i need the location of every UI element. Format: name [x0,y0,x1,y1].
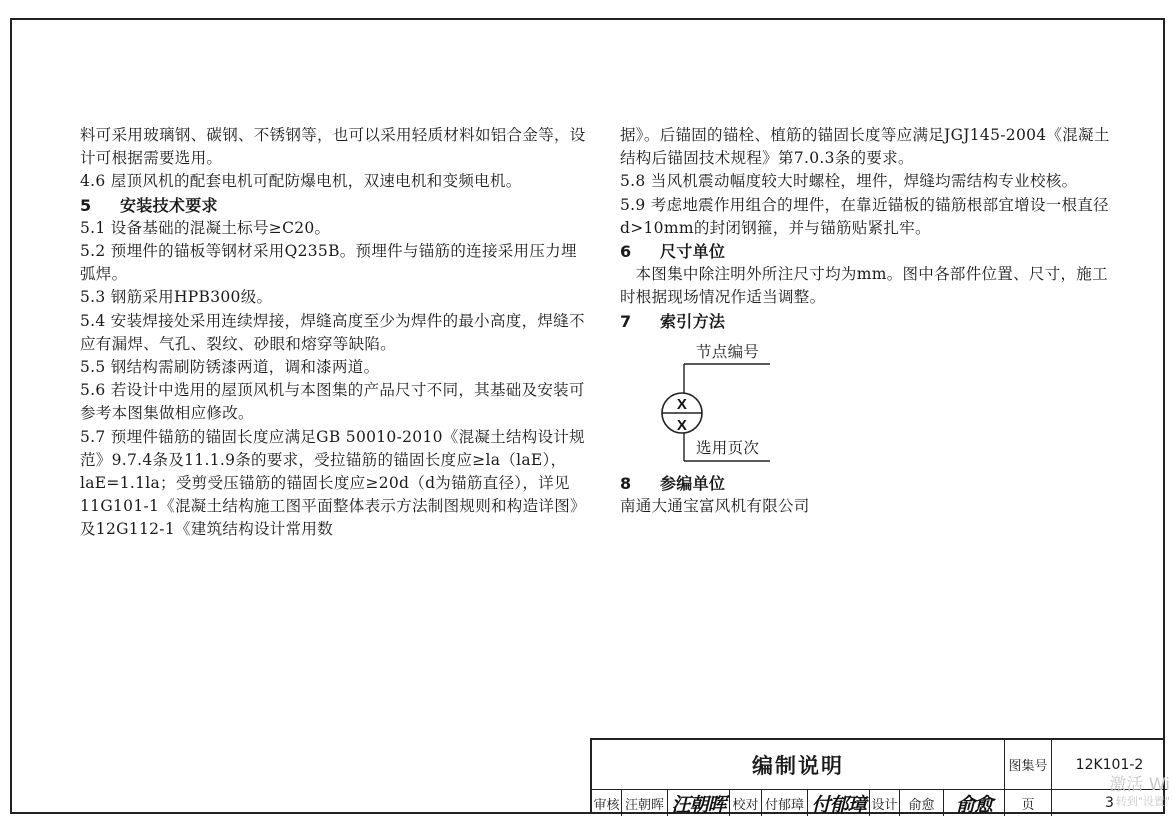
index-method-diagram [620,337,920,462]
page-number: 3 [1105,795,1114,811]
right-text-column [620,124,1110,518]
right-column-bottom [620,472,1110,518]
section-heading [620,472,1110,495]
section-heading [620,240,1110,263]
node-number-label: 节点编号 [696,342,760,361]
reviewer-signature: 汪朝晖 [668,790,730,816]
page-label: 页 [1005,790,1052,816]
designer-signature: 俞愈 [944,790,1005,816]
paragraph: 5.6 若设计中选用的屋顶风机与本图集的产品尺寸不同，其基础及安装可参考本图集做相应修改。 [80,381,585,423]
left-text-column [80,124,590,542]
atlas-number-label: 图集号 [1005,740,1052,790]
paragraph: 5.5 钢结构需刷防锈漆两道，调和漆两道。 [80,358,380,377]
paragraph: 据》。后锚固的锚栓、植筋的锚固长度等应满足JGJ145-2004《混凝土结构后锚固技术规程》第7.0.3条的要求。 [620,126,1110,168]
paragraph: 5.2 预埋件的锚板等钢材采用Q235B。预埋件与锚筋的连接采用压力埋弧焊。 [80,242,577,284]
section-title: 尺寸单位 [660,242,726,262]
section-heading [80,194,590,217]
design-label: 设计 [870,790,900,816]
designer-name: 俞愈 [900,790,944,816]
page-reference-label: 选用页次 [696,438,760,457]
section-title: 安装技术要求 [120,195,218,215]
paragraph: 南通大通宝富风机有限公司 [620,497,810,516]
watermark-line-2: 转到"设置" [1115,795,1170,808]
section-title: 索引方法 [660,311,726,331]
section-number: 6 [620,242,632,262]
section-number: 7 [620,311,632,331]
paragraph: 5.3 钢筋采用HPB300级。 [80,288,273,307]
paragraph: 料可采用玻璃钢、碳钢、不锈钢等，也可以采用轻质材料如铝合金等，设计可根据需要选用。 [80,126,586,168]
atlas-number: 12K101-2 [1052,740,1167,790]
activation-watermark [1109,770,1170,809]
right-column-top [620,124,1110,333]
sheet-title: 编制说明 [592,740,1005,790]
section-heading [620,310,1110,333]
paragraph: 5.1 设备基础的混凝土标号≥C20。 [80,218,331,237]
index-symbol-top: X [676,395,688,413]
watermark-line-1: 激活 Wi [1109,775,1170,795]
paragraph: 4.6 屋顶风机的配套电机可配防爆电机，双速电机和变频电机。 [80,172,522,191]
section-number: 5 [80,195,92,215]
paragraph: 5.9 考虑地震作用组合的埋件，在靠近锚板的锚筋根部宜增设一根直径d>10mm的封闭钢箍，并与锚筋贴紧扎牢。 [620,195,1109,237]
paragraph: 5.4 安装焊接处采用连续焊接，焊缝高度至少为焊件的最小高度，焊缝不应有漏焊、气孔、裂纹、砂眼和熔穿等缺陷。 [80,311,585,353]
section-number: 8 [620,473,632,493]
index-symbol-bottom: X [676,416,688,434]
check-label: 校对 [730,790,762,816]
paragraph: 5.7 预埋件锚筋的锚固长度应满足GB 50010-2010《混凝土结构设计规范》9.7.4条及11.1.9条的要求，受拉锚筋的锚固长度应≥la（laE），laE=1.1la；受剪受压锚筋的锚固长度应≥20d（d为锚筋直径），详见11G101-1《混凝土结构施工图平面整体表示方法制图规则和构造详图》及12G112-1《建筑结构设计常用数 [80,427,586,539]
checker-signature: 付郁璋 [808,790,870,816]
review-label: 审核 [592,790,622,816]
title-block [590,738,1165,814]
paragraph: 5.8 当风机震动幅度较大时螺栓，埋件，焊缝均需结构专业校核。 [620,172,1078,191]
reviewer-name: 汪朝晖 [622,790,668,816]
section-title: 参编单位 [660,473,726,493]
index-symbol-graphic [620,337,920,462]
checker-name: 付郁璋 [762,790,808,816]
paragraph: 本图集中除注明外所注尺寸均为mm。图中各部件位置、尺寸，施工时根据现场情况作适当调整。 [620,265,1108,307]
